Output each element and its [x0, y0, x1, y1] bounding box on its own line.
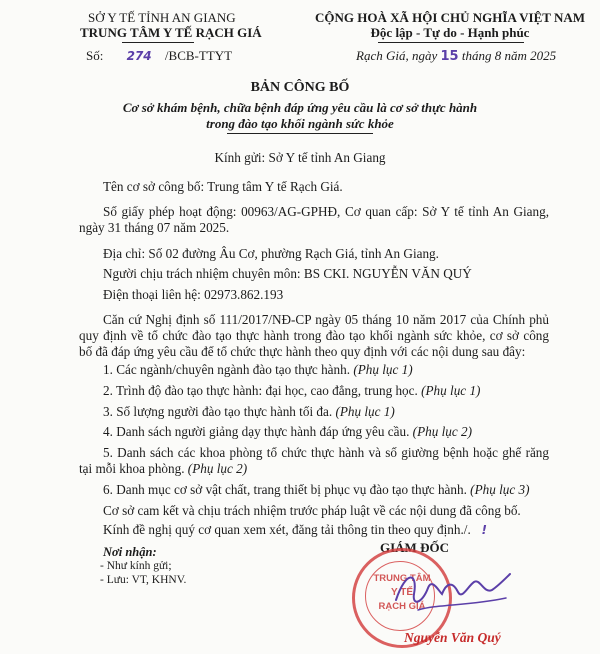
country-name: CỘNG HOÀ XÃ HỘI CHỦ NGHĨA VIỆT NAM	[314, 10, 586, 25]
list-item: 4. Danh sách người giảng dạy thực hành đáp ứng yêu cầu. (Phụ lục 2)	[103, 424, 472, 439]
basis-line-1: Căn cứ Nghị định số 111/2017/NĐ-CP ngày 05 tháng 10 năm 2017 của Chính phủ	[103, 312, 549, 327]
document-title: BẢN CÔNG BỐ	[250, 80, 350, 95]
subtitle-line-2: trong đào tạo khối ngành sức khỏe	[206, 116, 394, 131]
subtitle-line-1: Cơ sở khám bệnh, chữa bệnh đáp ứng yêu cầu là cơ sở thực hành	[122, 100, 478, 115]
date-day: 15	[440, 49, 459, 64]
recipient-item: - Như kính gửi;	[100, 560, 172, 572]
number-suffix: /BCB-TTYT	[164, 48, 233, 63]
basis-line-2: quy định về tổ chức đào tạo thực hành trong đào tạo khối ngành sức khỏe, cơ sở công	[79, 328, 549, 343]
list-item: 3. Số lượng người đào tạo thực hành tối đa. (Phụ lục 1)	[103, 404, 395, 419]
header-right-underline	[378, 42, 524, 43]
date-prefix: Rạch Giá, ngày	[356, 48, 438, 63]
document-number	[86, 48, 232, 64]
request-line: Kính đề nghị quý cơ quan xem xét, đăng tải thông tin theo quy định./. ǃ	[103, 522, 487, 537]
list-item: 1. Các ngành/chuyên ngành đào tạo thực hành. (Phụ lục 1)	[103, 362, 413, 377]
commitment-line: Cơ sở cam kết và chịu trách nhiệm trước pháp luật về các nội dung đã công bố.	[103, 503, 521, 518]
stamp-text: Y TẾ	[390, 587, 414, 598]
number-value: 274	[126, 49, 152, 63]
license-line-2: ngày 31 tháng 07 năm 2025.	[79, 220, 230, 235]
recipient-line: Kính gửi: Sở Y tế tỉnh An Giang	[214, 150, 386, 165]
handwritten-signature	[388, 560, 518, 620]
recipients-label: Nơi nhận:	[103, 545, 157, 559]
contact-phone: Điện thoại liên hệ: 02973.862.193	[103, 287, 284, 302]
center-name: TRUNG TÂM Y TẾ RẠCH GIÁ	[80, 25, 262, 40]
initial-mark: ǃ	[482, 523, 487, 537]
list-item-continuation: tại mỗi khoa phòng. (Phụ lục 2)	[79, 461, 248, 476]
basis-line-3: bố đã đáp ứng yêu cầu để tổ chức thực hành theo quy định với các nội dung sau đây:	[79, 344, 526, 359]
responsible-person: Người chịu trách nhiệm chuyên môn: BS CKI. NGUYỄN VĂN QUÝ	[103, 266, 472, 281]
list-item: 2. Trình độ đào tạo thực hành: đại học, cao đẳng, trung học. (Phụ lục 1)	[103, 383, 481, 398]
stamp-text: TRUNG TÂM	[373, 573, 431, 584]
stamp-text: RẠCH GIÁ	[378, 601, 426, 612]
license-line-1: Số giấy phép hoạt động: 00963/AG-GPHĐ, Cơ quan cấp: Sở Y tế tỉnh An Giang,	[103, 204, 549, 219]
signer-name: Nguyễn Văn Quý	[404, 630, 501, 645]
list-item: 6. Danh mục cơ sở vật chất, trang thiết bị phục vụ đào tạo thực hành. (Phụ lục 3)	[103, 482, 530, 497]
header-left-underline	[122, 42, 194, 43]
list-item: 5. Danh sách các khoa phòng tổ chức thực hành và số giường bệnh hoặc ghế răng	[103, 445, 549, 460]
facility-address: Địa chỉ: Số 02 đường Âu Cơ, phường Rạch Giá, tỉnh An Giang.	[103, 246, 439, 261]
recipient-item: - Lưu: VT, KHNV.	[100, 574, 187, 586]
facility-name: Tên cơ sở công bố: Trung tâm Y tế Rạch Giá.	[103, 179, 343, 194]
signer-title: GIÁM ĐỐC	[380, 540, 449, 555]
national-motto: Độc lập - Tự do - Hạnh phúc	[370, 25, 530, 40]
issue-date	[356, 48, 556, 64]
title-underline	[227, 133, 373, 134]
number-label: Số:	[86, 48, 104, 63]
department-name: SỞ Y TẾ TỈNH AN GIANG	[88, 10, 236, 25]
date-suffix: tháng 8 năm 2025	[461, 48, 557, 63]
